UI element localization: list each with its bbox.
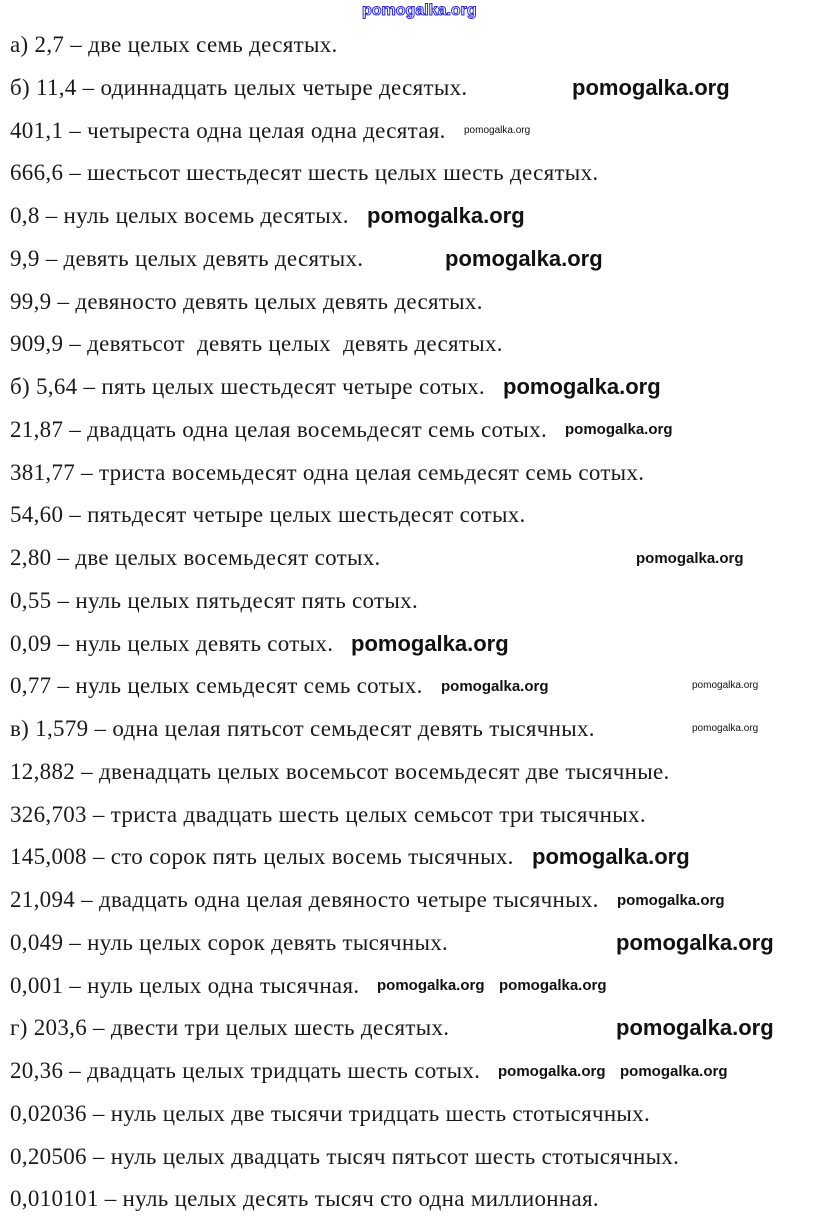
watermark: pomogalka.org [441, 677, 549, 695]
answer-line: 9,9 – девять целых девять десятых. [10, 245, 364, 271]
answer-line: 21,094 – двадцать одна целая девяносто четыре тысячных. [10, 887, 599, 912]
watermark: pomogalka.org [445, 245, 603, 271]
watermark: pomogalka.org [692, 680, 759, 692]
answer-line: в) 1,579 – одна целая пятьсот семьдесят девять тысячных. [10, 716, 595, 741]
answer-line: 20,36 – двадцать целых тридцать шесть сотых. [10, 1058, 481, 1083]
answer-line: 0,77 – нуль целых семьдесят семь сотых. [10, 673, 423, 699]
answer-line: 99,9 – девяносто девять целых девять десятых. [10, 288, 483, 314]
answer-line: 0,001 – нуль целых одна тысячная. [10, 972, 360, 998]
watermark: pomogalka.org [572, 74, 730, 100]
answer-line: 0,09 – нуль целых девять сотых. [10, 630, 334, 656]
answer-line: 0,55 – нуль целых пятьдесят пять сотых. [10, 587, 419, 613]
watermark: pomogalka.org [616, 1015, 774, 1041]
watermark: pomogalka.org [498, 1062, 606, 1080]
watermark: pomogalka.org [503, 374, 661, 399]
answer-line: 2,80 – две целых восемьдесят сотых. [10, 545, 381, 570]
watermark: pomogalka.org [617, 891, 725, 909]
answer-line: 145,008 – сто сорок пять целых восемь тысячных. [10, 844, 514, 870]
watermark: pomogalka.org [620, 1062, 728, 1080]
answer-line: 401,1 – четыреста одна целая одна десятая. [10, 117, 446, 143]
answer-line: б) 5,64 – пять целых шестьдесят четыре сотых. [10, 374, 485, 399]
watermark: pomogalka.org [362, 2, 477, 19]
watermark: pomogalka.org [692, 723, 759, 734]
answer-line: а) 2,7 – две целых семь десятых. [10, 32, 338, 57]
answer-line: 0,010101 – нуль целых десять тысяч сто одна миллионная. [10, 1186, 599, 1212]
watermark: pomogalka.org [499, 977, 607, 994]
answer-line: 0,20506 – нуль целых двадцать тысяч пятьсот шесть стотысячных. [10, 1143, 680, 1169]
watermark: pomogalka.org [351, 630, 509, 656]
answer-line: 21,87 – двадцать одна целая восемьдесят семь сотых. [10, 416, 548, 442]
watermark: pomogalka.org [464, 124, 531, 136]
answer-line: 0,049 – нуль целых сорок девять тысячных. [10, 929, 449, 955]
watermark: pomogalka.org [377, 977, 485, 994]
answer-line: 12,882 – двенадцать целых восемьсот восемьдесят две тысячные. [10, 758, 670, 784]
answer-line: г) 203,6 – двести три целых шесть десятых. [10, 1015, 450, 1041]
watermark: pomogalka.org [532, 844, 690, 870]
answer-line: 0,8 – нуль целых восемь десятых. [10, 203, 349, 228]
answer-line: 381,77 – триста восемьдесят одна целая семьдесят семь сотых. [10, 459, 645, 485]
answer-line: 909,9 – девятьсот девять целых девять десятых. [10, 331, 503, 357]
answer-line: 54,60 – пятьдесят четыре целых шестьдесят сотых. [10, 502, 526, 528]
answer-line: 326,703 – триста двадцать шесть целых семьсот три тысячных. [10, 801, 646, 827]
watermark: pomogalka.org [367, 203, 525, 228]
answer-line: 0,02036 – нуль целых две тысячи тридцать шесть стотысячных. [10, 1100, 651, 1126]
watermark: pomogalka.org [616, 929, 774, 955]
answer-line: 666,6 – шестьсот шестьдесят шесть целых шесть десятых. [10, 160, 599, 186]
watermark: pomogalka.org [565, 421, 673, 439]
watermark: pomogalka.org [636, 549, 744, 567]
answer-line: б) 11,4 – одиннадцать целых четыре десятых. [10, 74, 468, 100]
